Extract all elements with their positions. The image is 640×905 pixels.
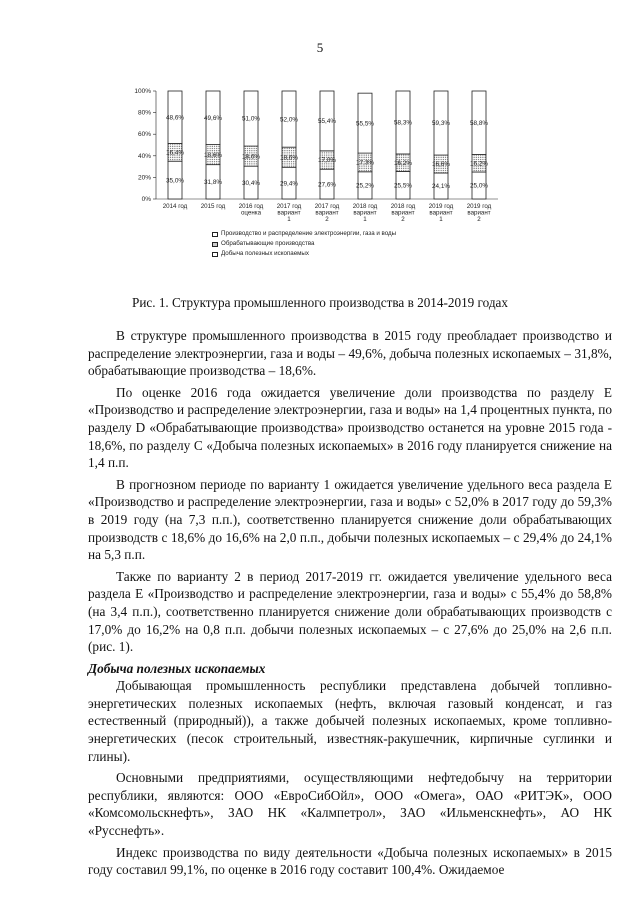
data-label: 51,0% <box>241 115 261 123</box>
data-label: 18,6% <box>241 153 261 161</box>
data-label: 58,3% <box>393 119 413 127</box>
data-label: 27,6% <box>317 181 337 189</box>
x-tick-label: вариант <box>391 209 415 217</box>
data-label: 35,0% <box>165 177 185 185</box>
figure-caption: Рис. 1. Структура промышленного производства в 2014-2019 годах <box>131 295 508 310</box>
data-label: 52,0% <box>279 116 299 124</box>
x-tick-label: 2014 год <box>162 203 188 210</box>
data-label: 16,6% <box>431 161 451 169</box>
data-label: 16,4% <box>165 149 185 157</box>
x-tick-label: 1 <box>439 216 443 223</box>
page-number: 5 <box>316 40 324 55</box>
x-tick-label: 2017 год <box>314 203 340 210</box>
x-tick-label: 1 <box>363 216 367 223</box>
data-label: 16,2% <box>393 159 413 167</box>
data-label: 24,1% <box>431 183 451 191</box>
legend-swatch-dots <box>212 242 218 247</box>
data-label: 30,4% <box>241 179 261 187</box>
legend-item-electricity <box>212 229 396 239</box>
x-tick-label: вариант <box>467 209 491 217</box>
data-label: 55,4% <box>317 118 337 126</box>
y-tick-label: 100% <box>134 88 151 95</box>
chart-legend <box>212 229 396 259</box>
data-label: 48,6% <box>165 114 185 122</box>
y-tick-label: 0% <box>141 196 151 203</box>
data-label: 29,4% <box>279 180 299 188</box>
data-label: 18,6% <box>203 151 223 159</box>
legend-label: Обрабатывающие производства <box>221 240 315 247</box>
legend-item-manufacturing <box>212 239 396 249</box>
data-label: 25,5% <box>393 182 413 190</box>
data-label: 25,0% <box>469 182 489 190</box>
paragraph: По оценке 2016 года ожидается увеличение доли производства по разделу E «Производство и распределение электроэнергии, газа и воды» на 1,4 процентных пункта, по разделу D «Обрабатывающие производства» производство останется на уровне 2015 года - 18,6%, по разделу C «Добыча полезных ископаемых» в 2016 году планируется снижение на 1,4 п.п. <box>88 384 612 471</box>
legend-label: Добыча полезных ископаемых <box>221 250 309 257</box>
paragraph: Индекс производства по виду деятельности «Добыча полезных ископаемых» в 2015 году составил 99,1%, по оценке в 2016 году составит 100,4%. Ожидаемое <box>88 844 612 878</box>
legend-swatch-blank <box>212 232 218 237</box>
structure-chart <box>0 0 640 290</box>
data-label: 49,6% <box>203 114 223 122</box>
paragraph: В прогнозном периоде по варианту 1 ожидается увеличение удельного веса раздела E «Производство и распределение электроэнергии, газа и воды» с 52,0% в 2017 году до 59,3% в 2019 году (на 7,3 п.п.), соответственно планируется снижение доли обрабатывающих производств с 18,6% до 16,6% на 2,0 п.п., добычи полезных ископаемых – с 29,4% до 24,1% на 5,3 п.п. <box>88 476 612 563</box>
paragraph: В структуре промышленного производства в 2015 году преобладает производство и распределение электроэнергии, газа и воды – 49,6%, добыча полезных ископаемых – 31,8%, обрабатывающие производства – 18,6%. <box>88 328 612 379</box>
x-tick-label: 2016 год <box>238 203 264 210</box>
x-tick-label: 2 <box>401 216 405 223</box>
x-tick-label: 2 <box>477 216 481 223</box>
legend-swatch-blank <box>212 252 218 257</box>
legend-label: Производство и распределение электроэнергии, газа и воды <box>221 230 397 237</box>
data-label: 25,2% <box>355 182 375 190</box>
data-label: 58,8% <box>469 119 489 127</box>
data-label: 17,3% <box>355 159 375 167</box>
data-label: 59,3% <box>431 120 451 128</box>
chart-svg <box>0 0 640 230</box>
x-tick-label: вариант <box>353 209 377 217</box>
x-tick-label: вариант <box>429 209 453 217</box>
x-tick-label: 1 <box>287 216 291 223</box>
x-tick-label: 2019 год <box>428 203 454 210</box>
x-tick-label: 2018 год <box>390 203 416 210</box>
section-heading: Добыча полезных ископаемых <box>88 660 266 676</box>
paragraph: Добывающая промышленность республики представлена добычей топливно-энергетических полезных ископаемых (нефть, включая газовый конденсат, и газ естественный (природный)), а также добычей полезных ископаемых, кроме топливно-энергетических (песок строительный, известняк-ракушечник, кирпичные суглинки и глины). <box>88 678 612 764</box>
data-label: 18,6% <box>279 154 299 162</box>
paragraph: Основными предприятиями, осуществляющими нефтедобычу на территории республики, являются: ООО «ЕвроСибОйл», ООО «Омега», ОАО «РИТЭК», ООО «Комсомольскнефть», ЗАО НК «Калмпетрол», ЗАО «Ильменскнефть», АО НК «Русснефть». <box>88 770 612 839</box>
data-label: 17,0% <box>317 157 337 165</box>
y-tick-label: 40% <box>137 152 151 160</box>
x-tick-label: оценка <box>240 209 262 217</box>
x-tick-label: 2017 год <box>276 203 302 210</box>
x-tick-label: вариант <box>315 209 339 217</box>
y-tick-label: 80% <box>137 109 151 117</box>
y-tick-label: 60% <box>137 131 151 139</box>
paragraph: Также по варианту 2 в период 2017-2019 гг. ожидается увеличение удельного веса раздела E «Производство и распределение электроэнергии, газа и воды» с 55,4% до 58,8% (на 3,4 п.п.), соответственно планируется снижение доли обрабатывающих производств с 17,0% до 16,2% на 0,8 п.п. добычи полезных ископаемых – с 27,6% до 25,0% на 2,6 п.п. (рис. 1). <box>88 568 612 655</box>
x-tick-label: 2015 год <box>200 203 226 210</box>
data-label: 31,8% <box>203 179 223 187</box>
x-tick-label: 2018 год <box>352 203 378 210</box>
data-label: 16,2% <box>469 160 489 168</box>
legend-item-mining <box>212 249 396 259</box>
x-tick-label: 2 <box>325 216 329 223</box>
x-tick-label: вариант <box>277 209 301 217</box>
y-tick-label: 20% <box>137 174 151 182</box>
x-tick-label: 2019 год <box>466 203 492 210</box>
body-text <box>88 327 612 883</box>
data-label: 55,5% <box>355 120 375 128</box>
